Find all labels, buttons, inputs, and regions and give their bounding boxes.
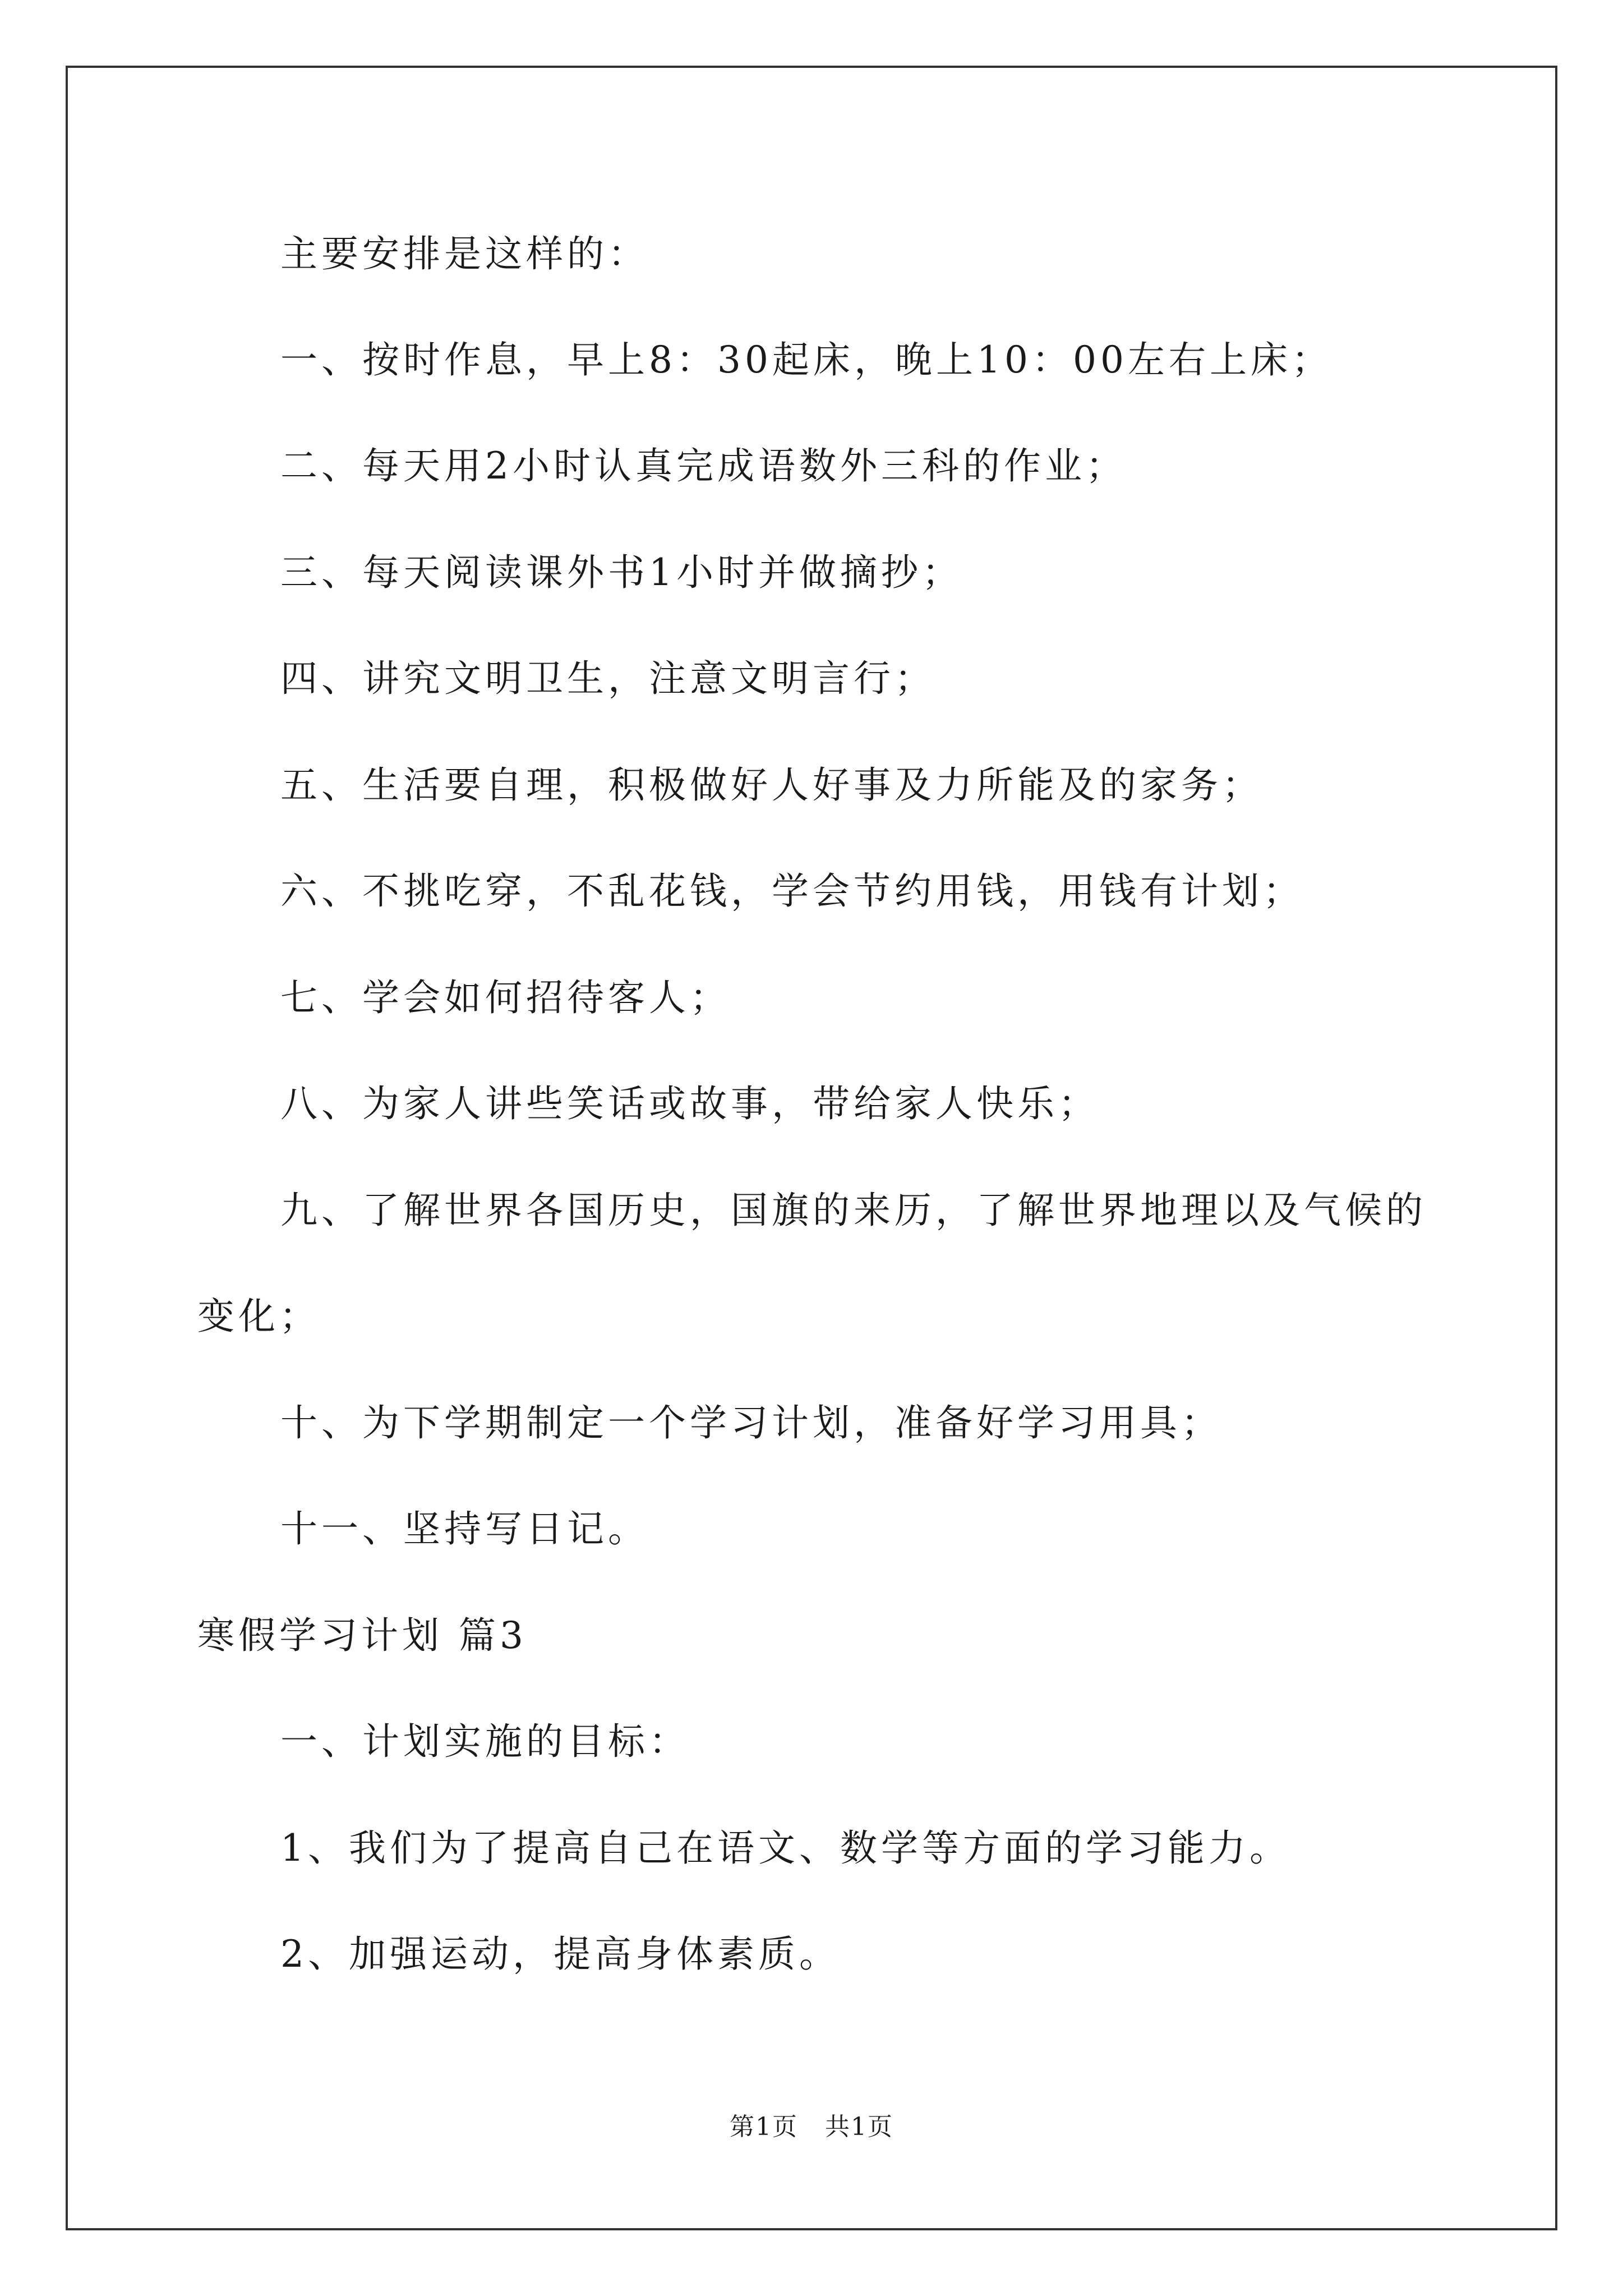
page-border <box>66 66 1557 2230</box>
list-item-6: 六、不挑吃穿，不乱花钱，学会节约用钱，用钱有计划； <box>280 869 1304 913</box>
list-item-2: 二、每天用2小时认真完成语数外三科的作业； <box>280 444 1127 487</box>
paragraph-intro: 主要安排是这样的： <box>280 232 649 275</box>
subheading-goals: 一、计划实施的目标： <box>280 1720 690 1763</box>
goal-item-2: 2、加强运动，提高身体素质。 <box>280 1932 840 1976</box>
list-item-5: 五、生活要自理，积极做好人好事及力所能及的家务； <box>280 763 1263 807</box>
list-item-8: 八、为家人讲些笑话或故事，带给家人快乐； <box>280 1082 1099 1125</box>
list-item-9: 九、了解世界各国历史，国旗的来历，了解世界地理以及气候的 <box>280 1189 1427 1232</box>
list-item-3: 三、每天阅读课外书1小时并做摘抄； <box>280 551 963 594</box>
page-number-footer: 第1页 共1页 <box>730 2113 893 2141</box>
list-item-4: 四、讲究文明卫生，注意文明言行； <box>280 657 935 700</box>
list-item-9-continued: 变化； <box>197 1295 320 1338</box>
goal-item-1: 1、我们为了提高自己在语文、数学等方面的学习能力。 <box>280 1826 1290 1870</box>
list-item-7: 七、学会如何招待客人； <box>280 976 731 1019</box>
list-item-1: 一、按时作息，早上8：30起床，晚上10：00左右上床； <box>280 338 1332 381</box>
list-item-11: 十一、坚持写日记。 <box>280 1507 649 1550</box>
section-heading: 寒假学习计划 篇3 <box>197 1614 527 1657</box>
list-item-10: 十、为下学期制定一个学习计划，准备好学习用具； <box>280 1401 1222 1444</box>
